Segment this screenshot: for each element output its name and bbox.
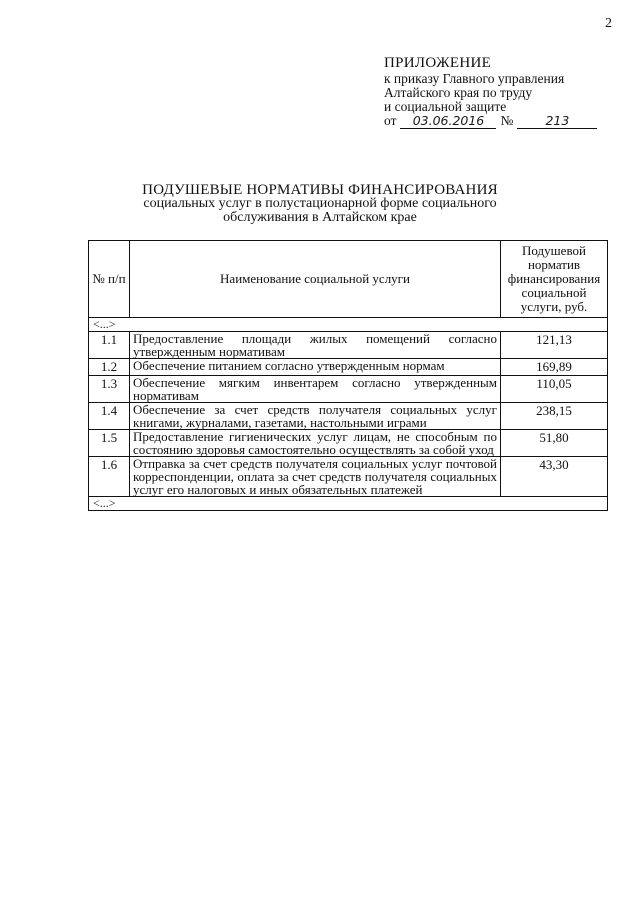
separator-cell: <...>	[89, 318, 608, 332]
row-service-name: Предоставление гигиенических услуг лицам, не способным по состоянию здоровья самостоятельно осуществлять за собой уход	[130, 430, 501, 457]
header-number: № п/п	[89, 241, 130, 318]
appendix-line: Алтайского края по труду	[384, 85, 533, 100]
order-prefix: от	[384, 113, 397, 128]
table-row	[89, 376, 608, 403]
row-standard: 110,05	[501, 376, 608, 403]
row-service-name: Отправка за счет средств получателя социальных услуг почтовой корреспонденции, оплата за счет средств получателя социальных услуг его налоговых и иных обязательных платежей	[130, 457, 501, 497]
order-number: 213	[517, 114, 597, 129]
row-number: 1.1	[89, 332, 130, 359]
row-standard: 43,30	[501, 457, 608, 497]
row-number: 1.5	[89, 430, 130, 457]
appendix-line: к приказу Главного управления	[384, 71, 565, 86]
appendix-line: и социальной защите	[384, 99, 507, 114]
standards-table	[88, 240, 608, 511]
row-number: 1.3	[89, 376, 130, 403]
order-date: 03.06.2016	[400, 114, 496, 129]
table-header-row	[89, 241, 608, 318]
table-row	[89, 359, 608, 376]
row-service-name: Обеспечение за счет средств получателя социальных услуг книгами, журналами, газетами, настольными играми	[130, 403, 501, 430]
row-number: 1.2	[89, 359, 130, 376]
separator-cell: <...>	[89, 497, 608, 511]
separator-row	[89, 497, 608, 511]
header-service-name: Наименование социальной услуги	[130, 241, 501, 318]
document-title	[0, 183, 640, 225]
table-row	[89, 403, 608, 430]
title-main: ПОДУШЕВЫЕ НОРМАТИВЫ ФИНАНСИРОВАНИЯ	[142, 182, 498, 198]
row-service-name: Предоставление площади жилых помещений согласно утвержденным нормативам	[130, 332, 501, 359]
row-standard: 51,80	[501, 430, 608, 457]
row-standard: 121,13	[501, 332, 608, 359]
order-number-label: №	[500, 113, 514, 128]
row-standard: 238,15	[501, 403, 608, 430]
title-sub-2: обслуживания в Алтайском крае	[223, 210, 417, 225]
page-number: 2	[605, 16, 612, 31]
row-service-name: Обеспечение мягким инвентарем согласно утвержденным нормативам	[130, 376, 501, 403]
header-standard: Подушевой норматив финансирования социальной услуги, руб.	[501, 241, 608, 318]
row-standard: 169,89	[501, 359, 608, 376]
title-sub-1: социальных услуг в полустационарной форме социального	[143, 196, 497, 211]
row-number: 1.4	[89, 403, 130, 430]
appendix-title: ПРИЛОЖЕНИЕ	[384, 55, 492, 71]
appendix-block	[384, 56, 614, 129]
row-number: 1.6	[89, 457, 130, 497]
row-service-name: Обеспечение питанием согласно утвержденным нормам	[130, 359, 501, 376]
separator-row	[89, 318, 608, 332]
order-line	[384, 114, 614, 129]
table-row	[89, 430, 608, 457]
table-row	[89, 332, 608, 359]
table-row	[89, 457, 608, 497]
